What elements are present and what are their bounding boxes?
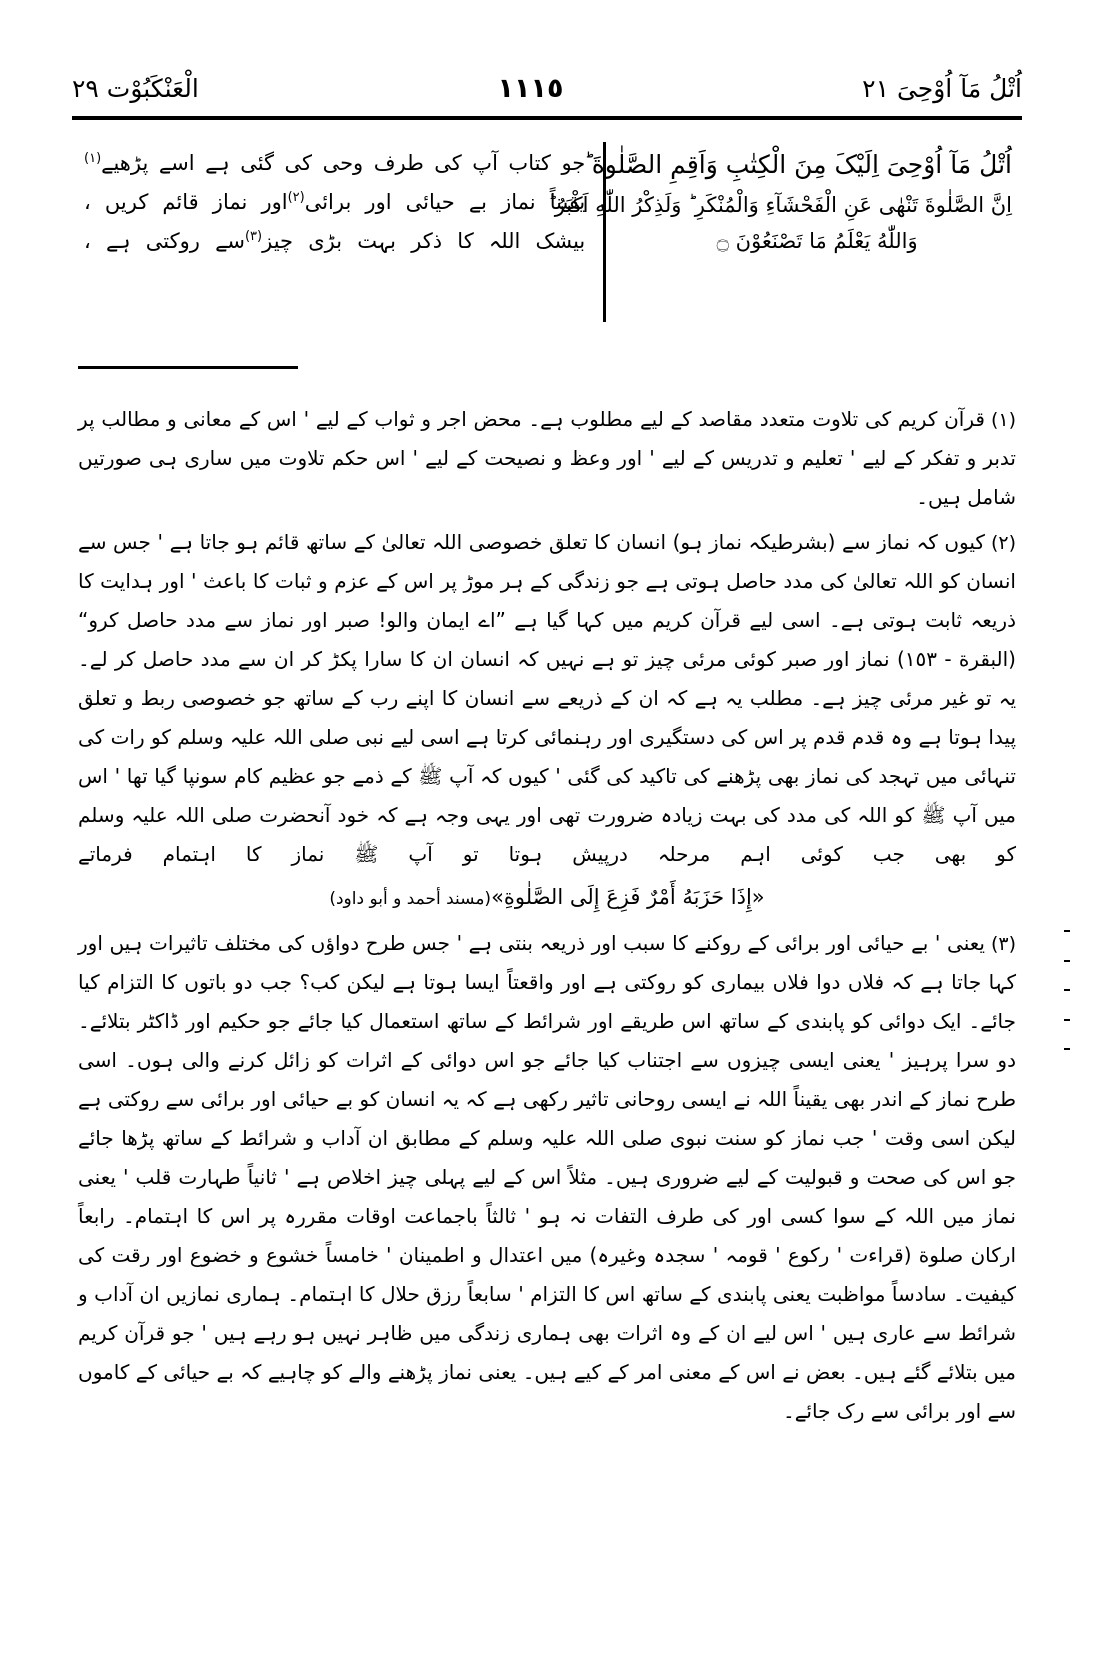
footnote-ref-3: (٣) bbox=[244, 228, 263, 244]
footnote-3-line: ہے کہ فلاں دوا فلاں بیماری کو روکتی ہے اور واقعتاً ایسا ہوتا ہے لیکن کب؟ جب دو باتوں کا التزام کیا جائے۔ ایک دوائی کو bbox=[78, 970, 1016, 1034]
footnote-3-line: روحانی تاثیر رکھی ہے کہ یہ انسان کو بے حیائی اور برائی سے روکتی ہے لیکن اسی وقت ' جب نماز کو سنت نبوی صلی اللہ bbox=[78, 1087, 1016, 1151]
footnote-3 bbox=[78, 924, 1016, 1431]
footnote-3-line: نمازیں ان آداب و شرائط سے عاری ہیں ' اس لیے ان کے وہ اثرات بھی ہماری زندگی میں ظاہر نہیں ہو رہے ہیں ' جو bbox=[78, 1282, 1016, 1346]
footnote-3-line: یعنی ' بے حیائی اور برائی کے روکنے کا سبب اور ذریعہ بنتی ہے ' جس طرح دواؤں کی مختلف تاثیرات ہیں اور کہا جاتا bbox=[78, 931, 1017, 995]
urdu-text-segment: یقیناً نماز بے حیائی اور برائی bbox=[304, 189, 586, 214]
margin-tick bbox=[1064, 960, 1070, 962]
footnote-2-line: کے ذمے جو عظیم کام سونپا گیا تھا ' اس میں آپ ﷺ کو اللہ کی مدد کی بہت زیادہ ضرورت تھی اور یہی وجہ ہے کہ خود bbox=[78, 764, 1016, 828]
urdu-text-segment: سے روکتی ہے ، bbox=[84, 228, 245, 253]
verse-translation-band bbox=[78, 142, 1016, 322]
arabic-verse-column bbox=[548, 142, 1016, 322]
footnote-2-line: آنحضرت صلی اللہ علیہ وسلم کو بھی جب کوئی اہم مرحلہ درپیش ہوتا تو آپ ﷺ نماز کا اہتمام فرماتے bbox=[78, 803, 1016, 867]
footnote-3-line: کے لیے پہلی چیز اخلاص ہے ' ثانیاً طہارت قلب ' یعنی نماز میں اللہ کے سوا کسی اور کی طرف التفات نہ ہو ' ثالثاً باجماعت bbox=[78, 1165, 1016, 1229]
hadith-source-citation: (مسند أحمد و أبو داود) bbox=[329, 889, 492, 910]
arabic-verse-line-3: وَاللّٰهُ یَعْلَمُ مَا تَصْنَعُوْنَ ۝ bbox=[716, 229, 918, 254]
footnote-3-line: اوقات مقررہ پر اس کا اہتمام۔ رابعاً ارکان صلوة (قراءت ' رکوع ' قومہ ' سجدہ وغیرہ) میں اعتدال و اطمینان ' خامساً خشوع bbox=[78, 1204, 1017, 1268]
margin-tick-marks bbox=[1064, 930, 1070, 1050]
footnote-1-marker: (١) bbox=[990, 409, 1016, 431]
footnote-ref-2: (٢) bbox=[287, 189, 305, 205]
footnote-3-marker: (٣) bbox=[990, 933, 1016, 956]
section-divider bbox=[78, 366, 298, 369]
urdu-translation-line bbox=[84, 183, 585, 222]
footnote-1 bbox=[78, 400, 1016, 517]
footnote-1-body bbox=[78, 400, 1016, 517]
footnote-3-line: قرآن کریم میں بتلائے گئے ہیں۔ بعض نے اس کے معنی امر کے کیے ہیں۔ یعنی نماز پڑھنے والے کو چاہیے کہ بے حیائی bbox=[78, 1321, 1016, 1385]
footnote-2-line: کیوں کہ نماز سے (بشرطیکہ نماز ہو) انسان کا تعلق خصوصی اللہ تعالیٰ کے ساتھ قائم ہو جاتا ہے ' جس سے انسان کو اللہ bbox=[78, 530, 1016, 594]
margin-tick bbox=[1064, 930, 1070, 932]
margin-tick bbox=[1064, 1048, 1070, 1050]
footnote-2-line: ذریعے سے انسان کا اپنے رب کے ساتھ جو خصوصی ربط و تعلق پیدا ہوتا ہے وہ قدم قدم پر اس کی دستگیری اور رہنمائی bbox=[78, 686, 1017, 750]
page-number: ١١١٥ bbox=[497, 72, 564, 104]
arabic-verse-line-2: اِنَّ الصَّلٰوةَ تَنْهٰی عَنِ الْفَحْشَآءِ وَالْمُنْکَرِ ؕ وَلَذِکْرُ اللّٰهِ اَکْبَرُ ؕ bbox=[548, 192, 1012, 217]
urdu-text-segment: بیشک اللہ کا ذکر بہت بڑی چیز bbox=[262, 228, 586, 253]
footnote-1-line: تفکر کے لیے ' تعلیم و تدریس کے لیے ' اور وعظ و نصیحت کے لیے ' اس حکم تلاوت میں ساری ہی صورتیں شامل ہیں۔ bbox=[78, 446, 1016, 510]
footnote-2-marker: (٢) bbox=[990, 532, 1016, 555]
margin-tick bbox=[1064, 989, 1070, 991]
hadith-quote-block bbox=[78, 876, 1016, 918]
urdu-translation-line bbox=[84, 144, 585, 183]
footnote-2 bbox=[78, 523, 1016, 918]
urdu-text-segment: اور نماز قائم کریں ، bbox=[84, 189, 288, 214]
footnote-1-line: قرآن کریم کی تلاوت متعدد مقاصد کے لیے مطلوب ہے۔ محض اجر و ثواب کے لیے ' اس کے معانی و مطالب پر تدبر و bbox=[78, 407, 1016, 471]
footnote-ref-1: (١) bbox=[84, 151, 102, 166]
footnote-2-line: تعالیٰ کی مدد حاصل ہوتی ہے جو زندگی کے ہر موڑ پر اس کے عزم و ثبات کا باعث ' اور ہدایت کا ذریعہ ثابت ہوتی ہے۔ bbox=[78, 569, 1016, 633]
margin-tick bbox=[1064, 1019, 1070, 1021]
arabic-verse-line-1: اُتْلُ مَآ اُوْحِیَ اِلَیْکَ مِنَ الْکِتٰبِ وَاَقِمِ الصَّلٰوةَ ؕ bbox=[583, 150, 1012, 179]
footnote-3-line: کے کاموں سے اور برائی سے رک جائے۔ bbox=[78, 1360, 1016, 1424]
footnote-2-line: اسی لیے قرآن کریم میں کہا گیا ہے ”اے ایمان والو! صبر اور نماز سے مدد حاصل کرو“ (البقرة - ١٥٣) نماز اور صبر کوئی مرئی bbox=[78, 608, 1016, 672]
footnote-3-line: سے اجتناب کیا جائے جو اس دوائی کے اثرات کو زائل کرنے والی ہوں۔ اسی طرح نماز کے اندر بھی یقیناً اللہ نے ایسی bbox=[78, 1048, 1017, 1112]
footnote-3-body bbox=[78, 924, 1016, 1431]
footnote-3-line: پابندی کے ساتھ اس طریقے اور شرائط کے ساتھ استعمال کیا جائے جو حکیم اور ڈاکٹر بتلائے۔ دو سرا پرہیز ' یعنی ایسی چیزوں bbox=[78, 1009, 1016, 1073]
hadith-arabic-text: «إِذَا حَزَبَهُ أَمْرٌ فَزِعَ إِلَى الصَّلٰوةِ» bbox=[491, 885, 765, 910]
running-header bbox=[72, 62, 1022, 114]
header-surah-title: الْعَنْکَبُوْت ٢٩ bbox=[72, 73, 199, 103]
footnote-2-body bbox=[78, 523, 1016, 874]
urdu-translation-line bbox=[84, 222, 585, 261]
footnotes-section bbox=[78, 400, 1016, 1437]
footnote-3-line: و خضوع اور رقت کی کیفیت۔ سادساً مواظبت یعنی پابندی کے ساتھ اس کا التزام ' سابعاً رزق حلال کا اہتمام۔ ہماری bbox=[78, 1243, 1017, 1307]
footnote-2-line: چیز تو ہے نہیں کہ انسان ان کا سارا پکڑ کر ان سے مدد حاصل کر لے۔ یہ تو غیر مرئی چیز ہے۔ مطلب یہ ہے کہ ان کے bbox=[78, 647, 1017, 711]
header-juz-title: اُتْلُ مَآ اُوْحِیَ ٢١ bbox=[862, 73, 1022, 103]
footnote-3-line: علیہ وسلم کے مطابق ان آداب و شرائط کے ساتھ پڑھا جائے جو اس کی صحت و قبولیت کے لیے ضروری ہیں۔ مثلاً اس bbox=[78, 1126, 1016, 1190]
urdu-translation-column bbox=[78, 142, 603, 322]
header-divider bbox=[72, 116, 1022, 120]
footnote-2-line: کرتا ہے اسی لیے نبی صلی اللہ علیہ وسلم کو رات کی تنہائی میں تہجد کی نماز بھی پڑھنے کی تاکید کی گئی ' کیوں کہ آپ ﷺ bbox=[78, 725, 1016, 789]
urdu-text-segment: جو کتاب آپ کی طرف وحی کی گئی ہے اسے پڑھیے bbox=[101, 151, 586, 175]
